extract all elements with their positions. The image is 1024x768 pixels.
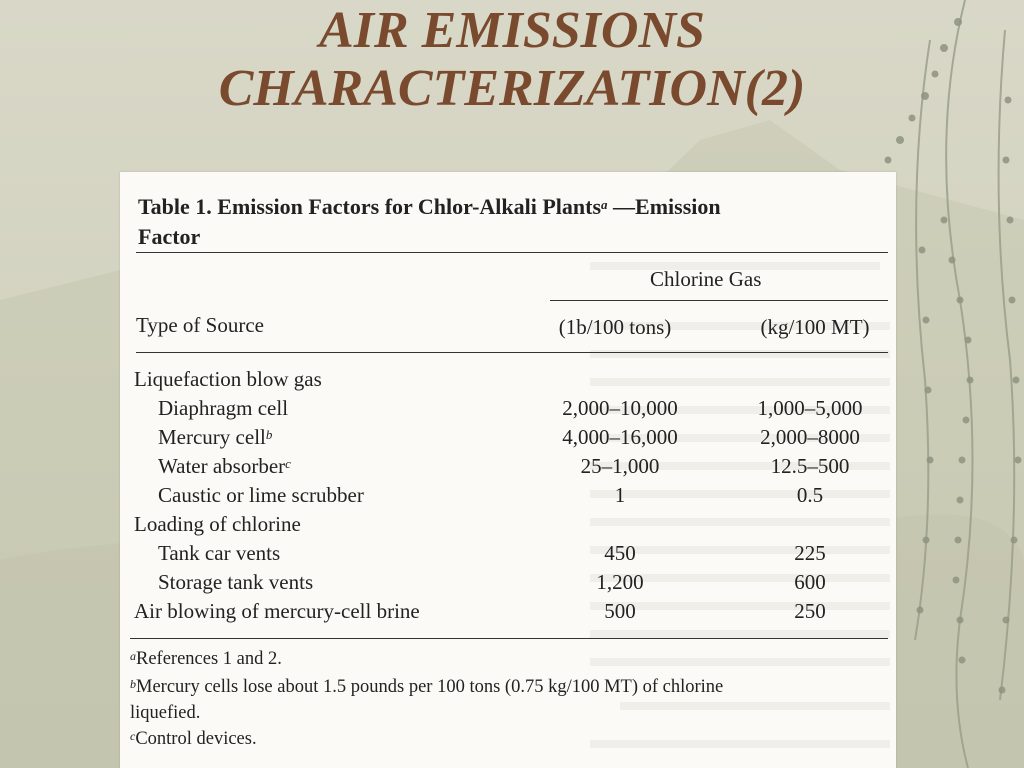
- table-row-source: Tank car vents: [158, 541, 281, 565]
- table-row-source: Liquefaction blow gas: [134, 367, 322, 391]
- table-cell-kg-per-100-mt: 250: [794, 599, 826, 623]
- table-caption: [138, 192, 896, 252]
- footnote: $^c$Control devices.: [130, 729, 257, 749]
- table-row-source: Water absorber$^c$: [158, 454, 291, 478]
- footnote: $^b$Mercury cells lose about 1.5 pounds per 100 tons (0.75 kg/100 MT) of chlorine: [130, 677, 724, 697]
- slide-title: [0, 2, 1024, 118]
- group-header-rule: [550, 300, 888, 301]
- table-row-source: Mercury cell$^b$: [158, 425, 273, 449]
- slide-title-line-2: CHARACTERIZATION(2): [218, 60, 806, 117]
- scanned-table-image: [120, 172, 896, 768]
- table-cell-kg-per-100-mt: 1,000–5,000: [757, 396, 863, 420]
- column-header-kg-per-100-mt: (kg/100 MT): [760, 315, 870, 339]
- table-header-rule: [136, 352, 888, 353]
- table-cell-lb-per-100-tons: 2,000–10,000: [562, 396, 678, 420]
- table-cell-kg-per-100-mt: 0.5: [796, 483, 824, 507]
- table-cell-kg-per-100-mt: 12.5–500: [770, 454, 850, 478]
- table-row-source: Loading of chlorine: [134, 512, 301, 536]
- table-cell-lb-per-100-tons: 500: [604, 599, 636, 623]
- table-cell-kg-per-100-mt: 2,000–8000: [760, 425, 860, 449]
- table-row-source: Air blowing of mercury-cell brine: [134, 599, 420, 623]
- table-cell-lb-per-100-tons: 1: [614, 483, 626, 507]
- slide-title-line-1: AIR EMISSIONS: [319, 2, 705, 59]
- table-top-rule: [136, 252, 888, 253]
- table-bottom-rule: [130, 638, 888, 639]
- table-row-source: Storage tank vents: [158, 570, 314, 594]
- column-header-source: Type of Source: [136, 313, 264, 337]
- table-cell-lb-per-100-tons: 1,200: [596, 570, 644, 594]
- footnote: $^a$References 1 and 2.: [130, 649, 282, 669]
- table-caption-line-1: Table 1. Emission Factors for Chlor-Alkali Plants$^a$ —Emission: [138, 194, 721, 219]
- table-cell-lb-per-100-tons: 25–1,000: [580, 454, 660, 478]
- group-header-chlorine-gas: Chlorine Gas: [650, 267, 762, 291]
- column-header-lb-per-100-tons: (1b/100 tons): [558, 315, 672, 339]
- table-cell-kg-per-100-mt: 225: [794, 541, 826, 565]
- footnote: liquefied.: [130, 703, 201, 723]
- table-caption-line-2: Factor: [138, 224, 201, 249]
- table-cell-lb-per-100-tons: 450: [604, 541, 636, 565]
- table-row-source: Diaphragm cell: [158, 396, 289, 420]
- table-cell-lb-per-100-tons: 4,000–16,000: [562, 425, 678, 449]
- table-cell-kg-per-100-mt: 600: [794, 570, 826, 594]
- table-row-source: Caustic or lime scrubber: [158, 483, 364, 507]
